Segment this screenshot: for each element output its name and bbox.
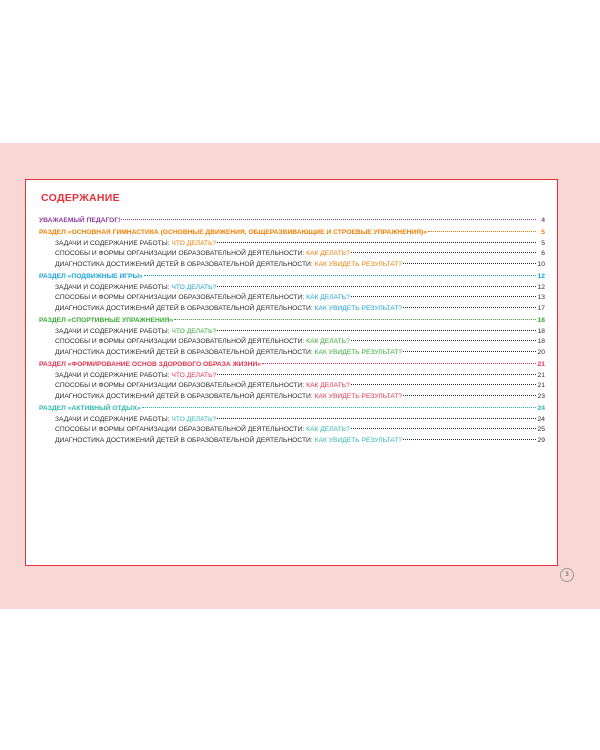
page-title: СОДЕРЖАНИЕ (41, 192, 120, 204)
toc-section-label: РАЗДЕЛ «ПОДВИЖНЫЕ ИГРЫ» (39, 273, 143, 281)
toc-subentry-label: СПОСОБЫ И ФОРМЫ ОРГАНИЗАЦИИ ОБРАЗОВАТЕЛЬНОЙ ДЕЯТЕЛЬНОСТИ: (55, 382, 305, 390)
toc-section-sport-exercises[interactable] (39, 316, 545, 327)
toc-page-number: 24 (537, 415, 545, 423)
dot-leader (403, 439, 536, 440)
toc-page-number: 24 (537, 405, 545, 413)
dot-leader (403, 263, 536, 264)
dot-leader (144, 275, 536, 276)
toc-subentry-question: ЧТО ДЕЛАТЬ? (171, 371, 217, 379)
dot-leader (217, 330, 536, 331)
toc-section-basic-gymnastics[interactable] (39, 228, 545, 239)
toc-page-number: 25 (537, 426, 545, 434)
dot-leader (121, 219, 536, 220)
toc-subentry-label: ДИАГНОСТИКА ДОСТИЖЕНИЙ ДЕТЕЙ В ОБРАЗОВАТЕЛЬНОЙ ДЕЯТЕЛЬНОСТИ: (55, 392, 313, 400)
toc-subentry-question: ЧТО ДЕЛАТЬ? (171, 415, 217, 423)
dot-leader (403, 395, 536, 396)
toc-page-number: 17 (537, 304, 545, 312)
toc-subentry[interactable] (39, 381, 545, 392)
toc-page-number: 5 (541, 229, 545, 237)
toc-section-label: РАЗДЕЛ «ОСНОВНАЯ ГИМНАСТИКА (ОСНОВНЫЕ ДВИЖЕНИЯ, ОБЩЕРАЗВИВАЮЩИЕ И СТРОЕВЫЕ УПРАЖНЕНИЯ)» (39, 229, 427, 237)
toc-subentry-label: ЗАДАЧИ И СОДЕРЖАНИЕ РАБОТЫ: (55, 371, 170, 379)
toc-section-healthy-lifestyle[interactable] (39, 360, 545, 371)
toc-subentry-question: КАК УВИДЕТЬ РЕЗУЛЬТАТ? (314, 436, 403, 444)
toc-subentry[interactable] (39, 283, 545, 294)
toc-subentry-label: ДИАГНОСТИКА ДОСТИЖЕНИЙ ДЕТЕЙ В ОБРАЗОВАТЕЛЬНОЙ ДЕЯТЕЛЬНОСТИ: (55, 304, 313, 312)
toc-section-active-rest[interactable] (39, 404, 545, 415)
toc-section-label: РАЗДЕЛ «СПОРТИВНЫЕ УПРАЖНЕНИЯ» (39, 317, 174, 325)
toc-section-outdoor-games[interactable] (39, 272, 545, 283)
toc-section-label: РАЗДЕЛ «ФОРМИРОВАНИЕ ОСНОВ ЗДОРОВОГО ОБРАЗА ЖИЗНИ» (39, 361, 261, 369)
toc-subentry-label: СПОСОБЫ И ФОРМЫ ОРГАНИЗАЦИИ ОБРАЗОВАТЕЛЬНОЙ ДЕЯТЕЛЬНОСТИ: (55, 250, 305, 258)
toc-subentry[interactable] (39, 293, 545, 304)
toc-entry-intro[interactable] (39, 216, 545, 227)
toc-page-number: 12 (537, 273, 545, 281)
toc-subentry-question: ЧТО ДЕЛАТЬ? (171, 283, 217, 291)
toc-page-number: 18 (537, 327, 545, 335)
toc-subentry[interactable] (39, 260, 545, 271)
toc-subentry-question: КАК УВИДЕТЬ РЕЗУЛЬТАТ? (314, 392, 403, 400)
toc-page-number: 10 (537, 260, 545, 268)
toc-entry-label: УВАЖАЕМЫЙ ПЕДАГОГ! (39, 217, 121, 224)
toc-subentry[interactable] (39, 337, 545, 348)
toc-subentry[interactable] (39, 392, 545, 403)
toc-page-number: 29 (537, 436, 545, 444)
toc-subentry-question: КАК УВИДЕТЬ РЕЗУЛЬТАТ? (314, 304, 403, 312)
toc-subentry-label: СПОСОБЫ И ФОРМЫ ОРГАНИЗАЦИИ ОБРАЗОВАТЕЛЬНОЙ ДЕЯТЕЛЬНОСТИ: (55, 294, 305, 302)
dot-leader (217, 374, 536, 375)
toc-page-number: 18 (537, 317, 545, 325)
toc-subentry[interactable] (39, 348, 545, 359)
dot-leader (403, 351, 536, 352)
toc-page-number: 20 (537, 348, 545, 356)
toc-page-number: 12 (537, 283, 545, 291)
toc-subentry-label: ДИАГНОСТИКА ДОСТИЖЕНИЙ ДЕТЕЙ В ОБРАЗОВАТЕЛЬНОЙ ДЕЯТЕЛЬНОСТИ: (55, 260, 313, 268)
contents-sheet (25, 179, 558, 566)
dot-leader (217, 286, 536, 287)
toc-subentry-label: ДИАГНОСТИКА ДОСТИЖЕНИЙ ДЕТЕЙ В ОБРАЗОВАТЕЛЬНОЙ ДЕЯТЕЛЬНОСТИ: (55, 348, 313, 356)
dot-leader (217, 242, 536, 243)
dot-leader (351, 428, 536, 429)
dot-leader (174, 319, 536, 320)
toc-page-number: 4 (541, 217, 545, 224)
toc-subentry-question: КАК УВИДЕТЬ РЕЗУЛЬТАТ? (314, 348, 403, 356)
toc-subentry[interactable] (39, 239, 545, 250)
toc-subentry-label: ЗАДАЧИ И СОДЕРЖАНИЕ РАБОТЫ: (55, 415, 170, 423)
toc-subentry-label: ЗАДАЧИ И СОДЕРЖАНИЕ РАБОТЫ: (55, 327, 170, 335)
toc-subentry-question: ЧТО ДЕЛАТЬ? (171, 327, 217, 335)
toc-subentry[interactable] (39, 436, 545, 447)
toc-page-number: 18 (537, 338, 545, 346)
toc-section-label: РАЗДЕЛ «АКТИВНЫЙ ОТДЫХ» (39, 405, 141, 413)
toc-page-number: 23 (537, 392, 545, 400)
dot-leader (403, 307, 536, 308)
toc-subentry-label: СПОСОБЫ И ФОРМЫ ОРГАНИЗАЦИИ ОБРАЗОВАТЕЛЬНОЙ ДЕЯТЕЛЬНОСТИ: (55, 426, 305, 434)
toc-page-number: 13 (537, 294, 545, 302)
toc-subentry-question: КАК ДЕЛАТЬ? (306, 426, 350, 434)
dot-leader (262, 363, 536, 364)
toc-subentry-label: ДИАГНОСТИКА ДОСТИЖЕНИЙ ДЕТЕЙ В ОБРАЗОВАТЕЛЬНОЙ ДЕЯТЕЛЬНОСТИ: (55, 436, 313, 444)
toc-subentry-question: КАК ДЕЛАТЬ? (306, 382, 350, 390)
dot-leader (351, 384, 536, 385)
dot-leader (351, 340, 536, 341)
dot-leader (428, 231, 536, 232)
toc-subentry[interactable] (39, 371, 545, 382)
toc-subentry[interactable] (39, 415, 545, 426)
toc-page-number: 21 (537, 371, 545, 379)
toc-page-number: 21 (537, 382, 545, 390)
dot-leader (217, 418, 536, 419)
dot-leader (351, 252, 536, 253)
toc-subentry-question: КАК ДЕЛАТЬ? (306, 294, 350, 302)
toc-subentry-label: ЗАДАЧИ И СОДЕРЖАНИЕ РАБОТЫ: (55, 283, 170, 291)
toc-subentry-question: ЧТО ДЕЛАТЬ? (171, 239, 217, 247)
page-number-badge: 3 (560, 568, 574, 582)
toc-subentry[interactable] (39, 304, 545, 315)
table-of-contents (39, 216, 545, 446)
toc-subentry[interactable] (39, 249, 545, 260)
toc-subentry-question: КАК ДЕЛАТЬ? (306, 338, 350, 346)
dot-leader (142, 407, 536, 408)
toc-subentry-question: КАК ДЕЛАТЬ? (306, 250, 350, 258)
toc-subentry-label: ЗАДАЧИ И СОДЕРЖАНИЕ РАБОТЫ: (55, 239, 170, 247)
toc-page-number: 21 (537, 361, 545, 369)
toc-subentry[interactable] (39, 327, 545, 338)
toc-subentry-question: КАК УВИДЕТЬ РЕЗУЛЬТАТ? (314, 260, 403, 268)
toc-subentry-label: СПОСОБЫ И ФОРМЫ ОРГАНИЗАЦИИ ОБРАЗОВАТЕЛЬНОЙ ДЕЯТЕЛЬНОСТИ: (55, 338, 305, 346)
dot-leader (351, 296, 536, 297)
toc-subentry[interactable] (39, 425, 545, 436)
toc-page-number: 5 (541, 239, 545, 247)
toc-page-number: 6 (541, 250, 545, 258)
